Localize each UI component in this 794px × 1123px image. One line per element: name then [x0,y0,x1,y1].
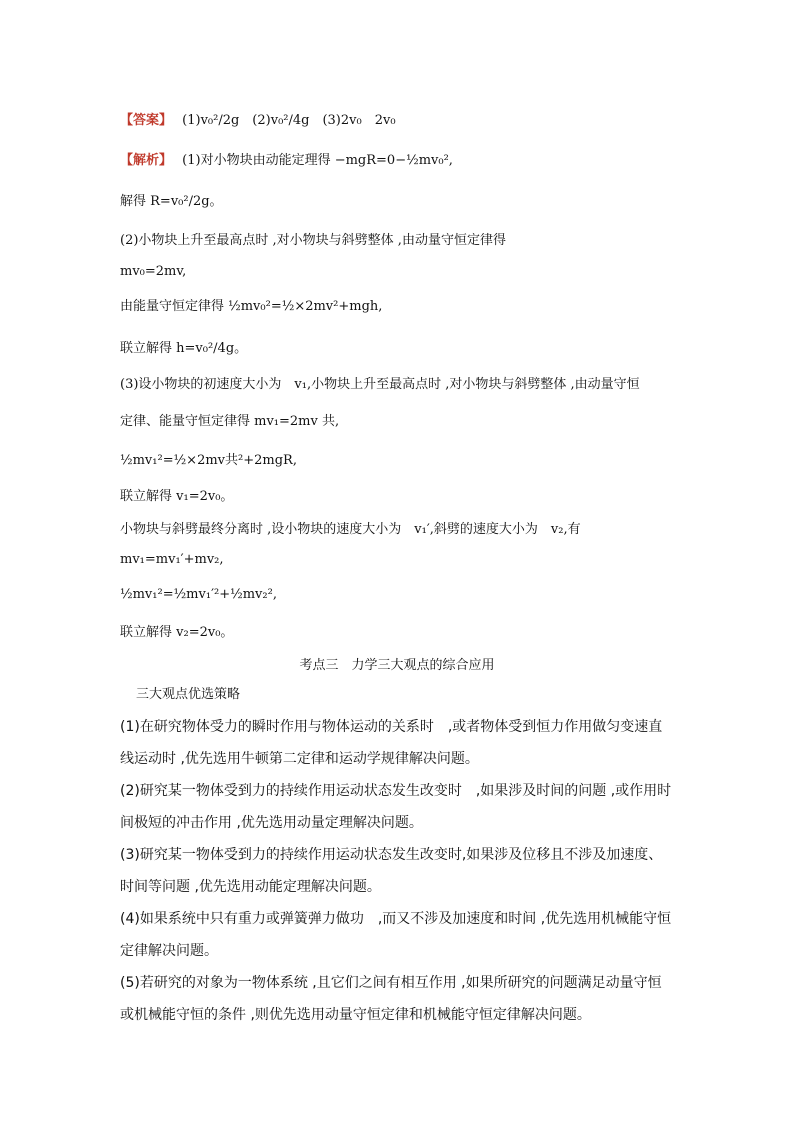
analysis-line: 小物块与斜劈最终分离时 ,设小物块的速度大小为 v₁′,斜劈的速度大小为 v₂,有 [120,522,581,537]
analysis-text: (1)对小物块由动能定理得 −mgR=0−½mv₀², [182,153,453,168]
strategy-line: (2)研究某一物体受到力的持续作用运动状态发生改变时 ,如果涉及时间的问题 ,或作用时 [120,783,672,799]
strategy-line: 线运动时 ,优先选用牛顿第二定律和运动学规律解决问题。 [120,751,479,767]
analysis-line: mv₀=2mv, [120,264,187,279]
analysis-line: (3)设小物块的初速度大小为 v₁,小物块上升至最高点时 ,对小物块与斜劈整体 ,由动量守恒 [120,377,640,392]
strategy-line: (3)研究某一物体受到力的持续作用运动状态发生改变时,如果涉及位移且不涉及加速度、 [120,847,663,863]
analysis-line: 联立解得 h=v₀²/4g。 [120,341,248,356]
strategy-line: (1)在研究物体受力的瞬时作用与物体运动的关系时 ,或者物体受到恒力作用做匀变速直 [120,719,663,735]
analysis-line: (2)小物块上升至最高点时 ,对小物块与斜劈整体 ,由动量守恒定律得 [120,233,506,248]
analysis-line: 定律、能量守恒定律得 mv₁=2mv 共, [120,414,340,429]
analysis-line: ½mv₁²=½×2mv共²+2mgR, [120,453,297,468]
strategy-line: 定律解决问题。 [120,943,218,959]
analysis-line: 解得 R=v₀²/2g。 [120,194,223,209]
strategy-line: 或机械能守恒的条件 ,则优先选用动量守恒定律和机械能守恒定律解决问题。 [120,1007,591,1023]
strategy-line: (4)如果系统中只有重力或弹簧弹力做功 ,而又不涉及加速度和时间 ,优先选用机械能守恒 [120,911,672,927]
section-title: 考点三 力学三大观点的综合应用 [299,658,495,673]
section-subtitle: 三大观点优选策略 [136,687,241,702]
analysis-label: 【解析】 [120,153,173,168]
strategy-line: (5)若研究的对象为一物体系统 ,且它们之间有相互作用 ,如果所研究的问题满足动量守恒 [120,975,662,991]
analysis-line: ½mv₁²=½mv₁′²+½mv₂², [120,587,277,602]
strategy-line: 时间等问题 ,优先选用动能定理解决问题。 [120,879,381,895]
analysis-line: 由能量守恒定律得 ½mv₀²=½×2mv²+mgh, [120,299,383,314]
answer-label: 【答案】 [120,113,173,128]
strategy-line: 间极短的冲击作用 ,优先选用动量定理解决问题。 [120,815,423,831]
answer-text: (1)v₀²/2g (2)v₀²/4g (3)2v₀ 2v₀ [182,113,396,128]
analysis-line: 联立解得 v₁=2v₀。 [120,489,234,504]
analysis-line: mv₁=mv₁′+mv₂, [120,552,224,567]
analysis-line: 联立解得 v₂=2v₀。 [120,625,234,640]
analysis-line-1 [120,152,453,170]
answer-line [120,112,396,130]
